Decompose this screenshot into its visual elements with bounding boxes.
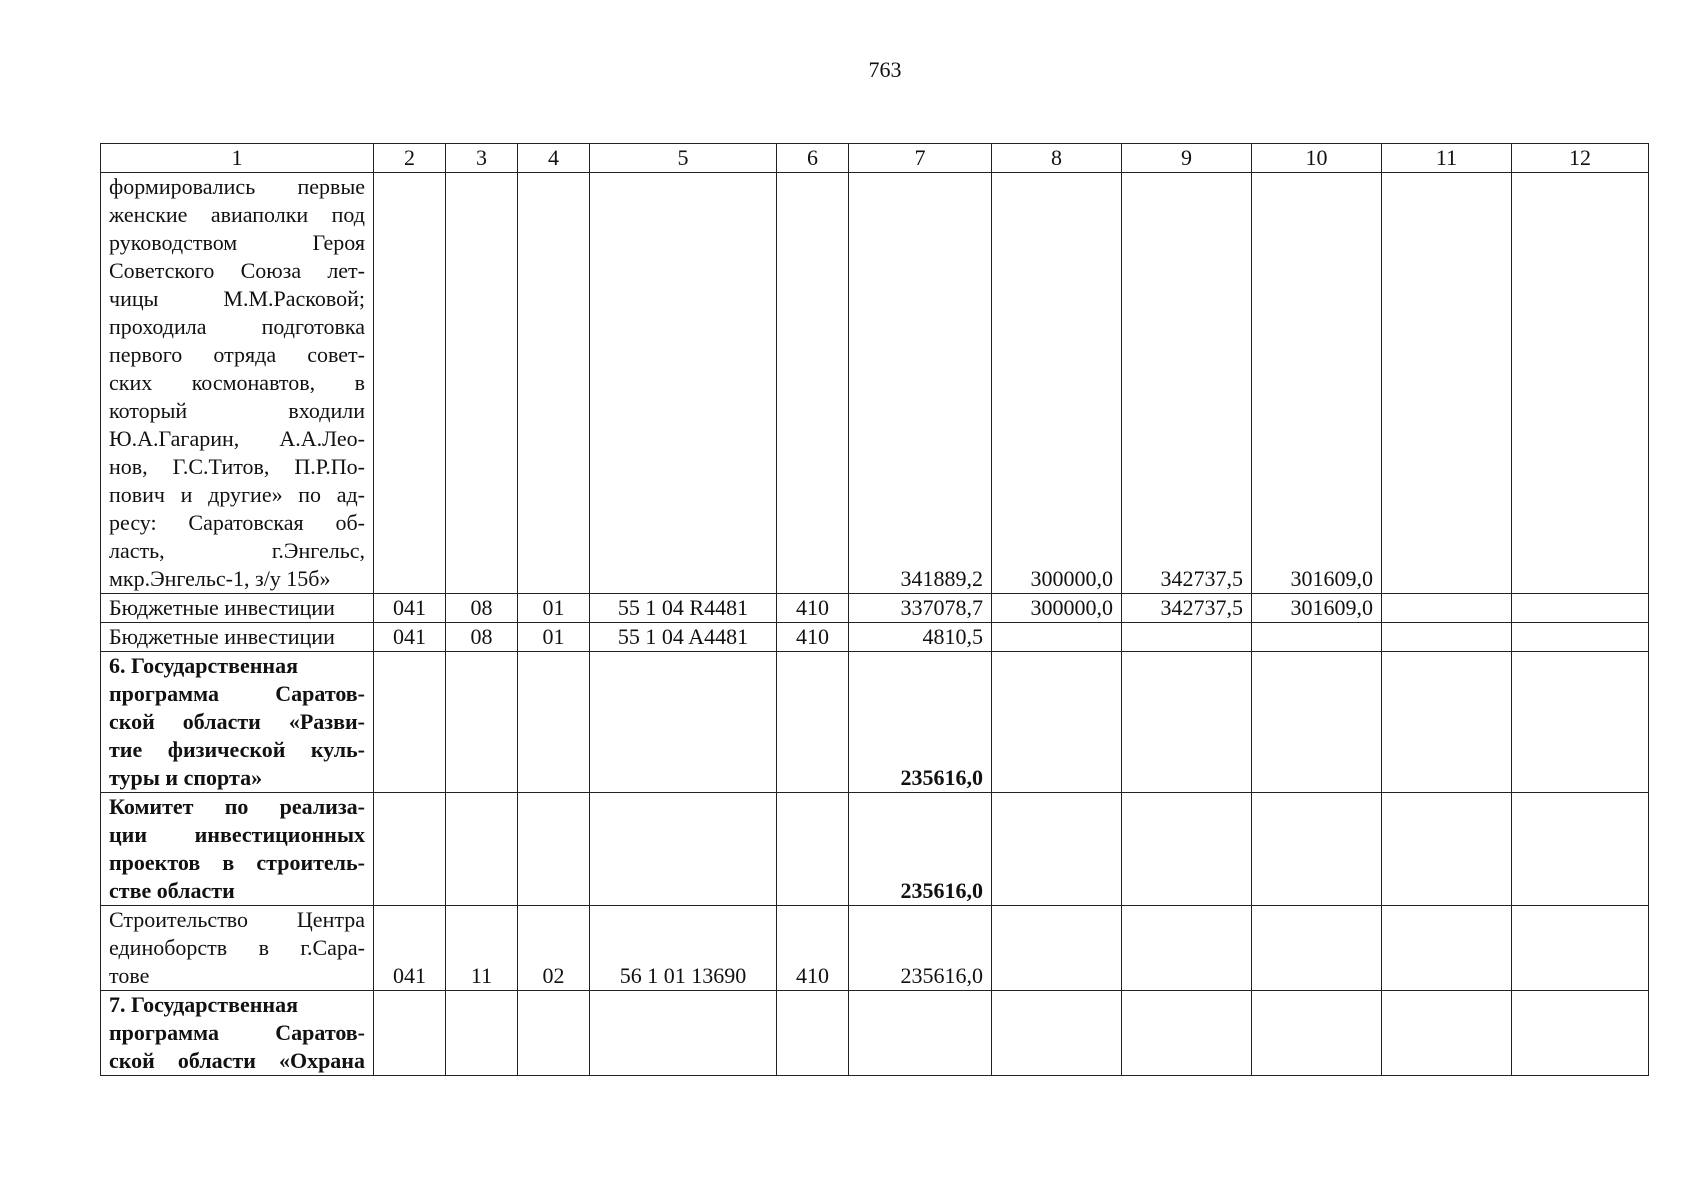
cell-c3: 08 bbox=[446, 623, 518, 652]
cell-c6 bbox=[777, 173, 849, 594]
cell-c4 bbox=[518, 652, 590, 793]
cell-c7 bbox=[849, 991, 992, 1076]
cell-c11 bbox=[1382, 652, 1512, 793]
cell-c3 bbox=[446, 991, 518, 1076]
cell-c12 bbox=[1512, 991, 1649, 1076]
col-header: 8 bbox=[992, 144, 1122, 173]
cell-c9 bbox=[1122, 793, 1252, 906]
cell-c8 bbox=[992, 652, 1122, 793]
cell-c11 bbox=[1382, 623, 1512, 652]
cell-c11 bbox=[1382, 906, 1512, 991]
cell-c10: 301609,0 bbox=[1252, 594, 1382, 623]
table-row bbox=[101, 906, 1649, 991]
cell-c11 bbox=[1382, 173, 1512, 594]
cell-c7: 4810,5 bbox=[849, 623, 992, 652]
cell-c3 bbox=[446, 173, 518, 594]
cell-c10 bbox=[1252, 991, 1382, 1076]
cell-c12 bbox=[1512, 173, 1649, 594]
cell-c2 bbox=[374, 991, 446, 1076]
row-description bbox=[101, 793, 374, 906]
col-header: 7 bbox=[849, 144, 992, 173]
cell-c5 bbox=[590, 991, 777, 1076]
budget-table bbox=[100, 143, 1649, 1076]
desc-line: 7. Государственная bbox=[109, 992, 298, 1017]
cell-c11 bbox=[1382, 991, 1512, 1076]
page-number: 763 bbox=[868, 57, 902, 82]
table-row bbox=[101, 594, 1649, 623]
cell-c9: 342737,5 bbox=[1122, 173, 1252, 594]
col-header: 5 bbox=[590, 144, 777, 173]
cell-c7: 235616,0 bbox=[849, 793, 992, 906]
cell-c5 bbox=[590, 652, 777, 793]
desc-line: Строительство Центра bbox=[109, 907, 365, 932]
cell-c7: 235616,0 bbox=[849, 652, 992, 793]
desc-line: мкр.Энгельс-1, з/у 15б» bbox=[109, 566, 331, 591]
desc-line: Комитет по реализа- bbox=[109, 794, 365, 819]
desc-line: проходила подготовка bbox=[109, 314, 365, 339]
desc-line: чицы М.М.Расковой; bbox=[109, 286, 365, 311]
desc-line: единоборств в г.Сара- bbox=[109, 935, 365, 960]
cell-c11 bbox=[1382, 793, 1512, 906]
desc-line: который входили bbox=[109, 398, 365, 423]
row-description bbox=[101, 652, 374, 793]
row-description bbox=[101, 594, 374, 623]
col-header: 11 bbox=[1382, 144, 1512, 173]
cell-c11 bbox=[1382, 594, 1512, 623]
desc-line: Бюджетные инвестиции bbox=[109, 595, 335, 620]
desc-line: Бюджетные инвестиции bbox=[109, 624, 335, 649]
cell-c5 bbox=[590, 173, 777, 594]
col-header: 9 bbox=[1122, 144, 1252, 173]
row-description bbox=[101, 173, 374, 594]
cell-c9: 342737,5 bbox=[1122, 594, 1252, 623]
cell-c7: 341889,2 bbox=[849, 173, 992, 594]
desc-line: руководством Героя bbox=[109, 230, 365, 255]
desc-line: Советского Союза лет- bbox=[109, 258, 365, 283]
cell-c7: 337078,7 bbox=[849, 594, 992, 623]
desc-line: 6. Государственная bbox=[109, 653, 298, 678]
cell-c4 bbox=[518, 173, 590, 594]
row-description bbox=[101, 906, 374, 991]
table-row bbox=[101, 173, 1649, 594]
cell-c3 bbox=[446, 793, 518, 906]
cell-c12 bbox=[1512, 623, 1649, 652]
cell-c2: 041 bbox=[374, 906, 446, 991]
col-header: 6 bbox=[777, 144, 849, 173]
col-header: 4 bbox=[518, 144, 590, 173]
cell-c4: 01 bbox=[518, 623, 590, 652]
desc-line: проектов в строитель- bbox=[109, 850, 365, 875]
col-header: 10 bbox=[1252, 144, 1382, 173]
desc-line: формировались первые bbox=[109, 174, 365, 199]
cell-c8: 300000,0 bbox=[992, 594, 1122, 623]
desc-line: ции инвестиционных bbox=[109, 822, 365, 847]
desc-line: женские авиаполки под bbox=[109, 202, 365, 227]
col-header: 2 bbox=[374, 144, 446, 173]
cell-c3: 08 bbox=[446, 594, 518, 623]
header-row bbox=[101, 144, 1649, 173]
cell-c3: 11 bbox=[446, 906, 518, 991]
cell-c9 bbox=[1122, 906, 1252, 991]
cell-c6: 410 bbox=[777, 623, 849, 652]
cell-c6: 410 bbox=[777, 594, 849, 623]
col-header: 1 bbox=[101, 144, 374, 173]
cell-c2 bbox=[374, 173, 446, 594]
desc-line: ской области «Охрана bbox=[109, 1048, 365, 1073]
cell-c12 bbox=[1512, 793, 1649, 906]
desc-line: тове bbox=[109, 963, 150, 988]
cell-c10: 301609,0 bbox=[1252, 173, 1382, 594]
desc-line: программа Саратов- bbox=[109, 1020, 365, 1045]
cell-c2 bbox=[374, 652, 446, 793]
row-description bbox=[101, 623, 374, 652]
desc-line: ресу: Саратовская об- bbox=[109, 510, 365, 535]
cell-c12 bbox=[1512, 652, 1649, 793]
cell-c9 bbox=[1122, 991, 1252, 1076]
cell-c6 bbox=[777, 652, 849, 793]
cell-c4 bbox=[518, 991, 590, 1076]
cell-c8 bbox=[992, 991, 1122, 1076]
cell-c8: 300000,0 bbox=[992, 173, 1122, 594]
cell-c8 bbox=[992, 793, 1122, 906]
cell-c5: 56 1 01 13690 bbox=[590, 906, 777, 991]
desc-line: нов, Г.С.Титов, П.Р.По- bbox=[109, 454, 365, 479]
cell-c4: 01 bbox=[518, 594, 590, 623]
table-row bbox=[101, 652, 1649, 793]
cell-c7: 235616,0 bbox=[849, 906, 992, 991]
cell-c2: 041 bbox=[374, 623, 446, 652]
cell-c5: 55 1 04 R4481 bbox=[590, 594, 777, 623]
cell-c10 bbox=[1252, 906, 1382, 991]
desc-line: пович и другие» по ад- bbox=[109, 482, 365, 507]
desc-line: программа Саратов- bbox=[109, 681, 365, 706]
cell-c2: 041 bbox=[374, 594, 446, 623]
row-description bbox=[101, 991, 374, 1076]
cell-c12 bbox=[1512, 906, 1649, 991]
cell-c3 bbox=[446, 652, 518, 793]
desc-line: тие физической куль- bbox=[109, 737, 365, 762]
desc-line: первого отряда совет- bbox=[109, 342, 365, 367]
cell-c9 bbox=[1122, 652, 1252, 793]
cell-c8 bbox=[992, 906, 1122, 991]
desc-line: Ю.А.Гагарин, А.А.Лео- bbox=[109, 426, 365, 451]
desc-line: стве области bbox=[109, 878, 235, 903]
cell-c8 bbox=[992, 623, 1122, 652]
cell-c4: 02 bbox=[518, 906, 590, 991]
cell-c10 bbox=[1252, 793, 1382, 906]
cell-c5 bbox=[590, 793, 777, 906]
desc-line: ласть, г.Энгельс, bbox=[109, 538, 365, 563]
desc-line: ской области «Разви- bbox=[109, 709, 365, 734]
desc-line: ских космонавтов, в bbox=[109, 370, 365, 395]
cell-c6: 410 bbox=[777, 906, 849, 991]
cell-c10 bbox=[1252, 652, 1382, 793]
cell-c6 bbox=[777, 991, 849, 1076]
table-row bbox=[101, 991, 1649, 1076]
cell-c5: 55 1 04 A4481 bbox=[590, 623, 777, 652]
col-header: 3 bbox=[446, 144, 518, 173]
col-header: 12 bbox=[1512, 144, 1649, 173]
cell-c12 bbox=[1512, 594, 1649, 623]
cell-c6 bbox=[777, 793, 849, 906]
table-row bbox=[101, 793, 1649, 906]
table-row bbox=[101, 623, 1649, 652]
cell-c9 bbox=[1122, 623, 1252, 652]
desc-line: туры и спорта» bbox=[109, 765, 263, 790]
cell-c4 bbox=[518, 793, 590, 906]
cell-c10 bbox=[1252, 623, 1382, 652]
cell-c2 bbox=[374, 793, 446, 906]
